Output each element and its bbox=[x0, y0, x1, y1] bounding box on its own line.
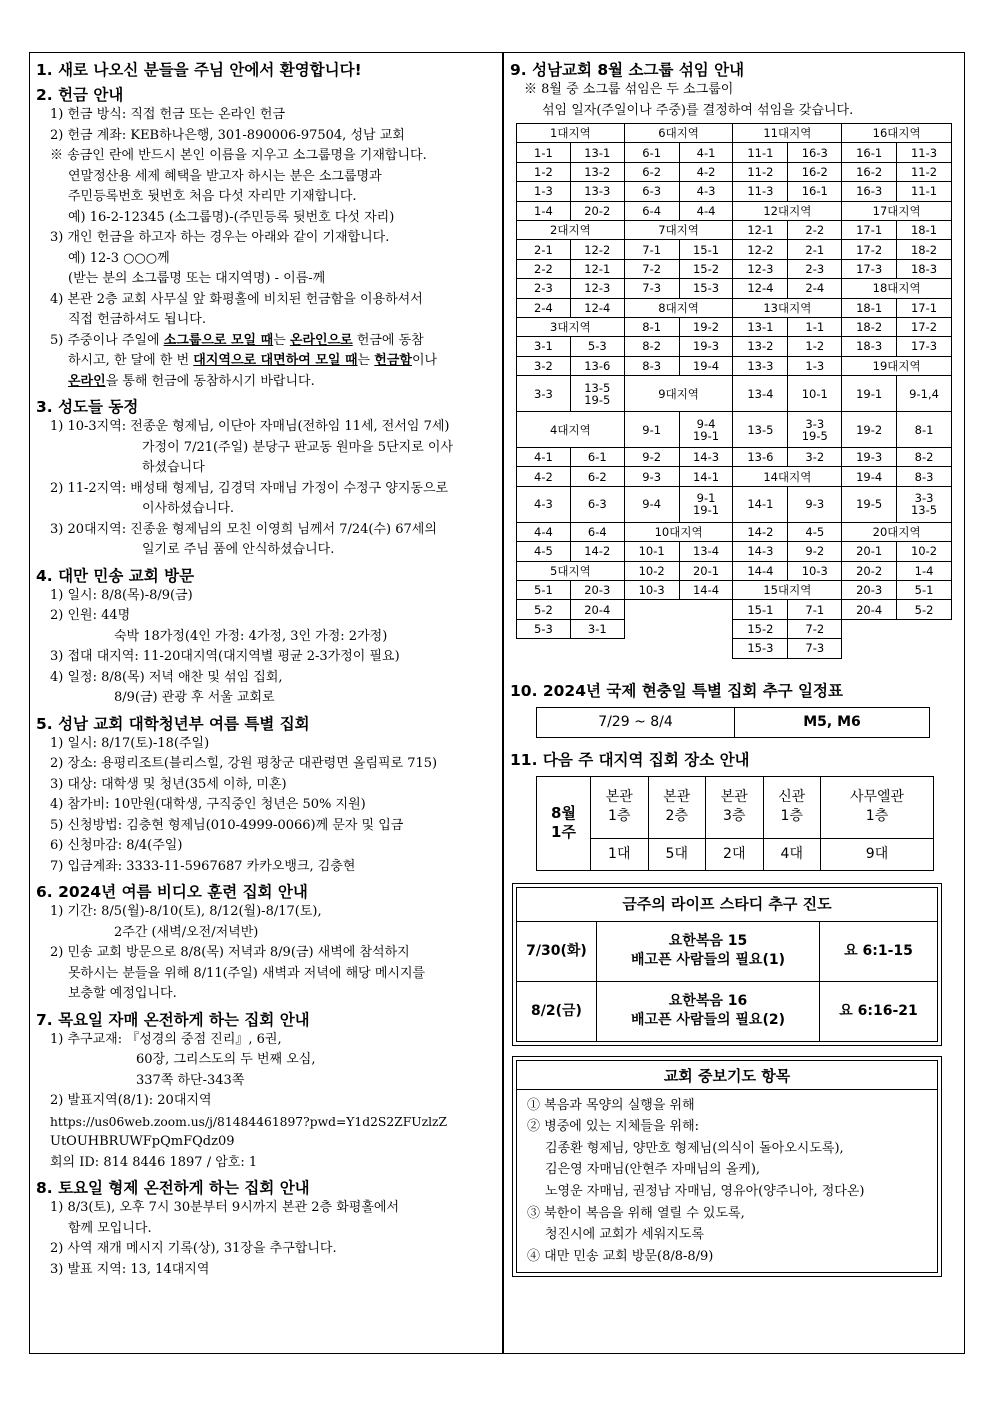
partner-cell: 11-2 bbox=[897, 162, 952, 181]
partner-cell: 6-4 bbox=[570, 522, 624, 541]
group-cell: 6-1 bbox=[624, 143, 679, 162]
partner-cell: 9-1,4 bbox=[897, 376, 952, 412]
study-date: 8/2(금) bbox=[517, 981, 597, 1041]
video-line: 못하시는 분들을 위해 8/11(주일) 새벽과 저녁에 해당 메시지를 bbox=[68, 965, 426, 981]
group-cell: 6-3 bbox=[624, 182, 679, 201]
sisters-line: 2) 발표지역(8/1): 20대지역 bbox=[50, 1093, 212, 1108]
sisters-line: 337쪽 하단-343쪽 bbox=[136, 1072, 245, 1088]
group-cell: 14-4 bbox=[733, 561, 788, 580]
district-header: 16대지역 bbox=[842, 124, 952, 143]
place-building: 본관 2층 bbox=[648, 776, 706, 838]
youth-line: 2) 장소: 용평리조트(블리스힐, 강원 평창군 대관령면 올림픽로 715) bbox=[50, 756, 438, 771]
partner-cell: 14-2 bbox=[570, 542, 624, 561]
partner-cell: 17-1 bbox=[897, 298, 952, 317]
partner-cell: 16-1 bbox=[788, 182, 842, 201]
partner-cell: 20-3 bbox=[570, 581, 624, 600]
group-cell: 14-1 bbox=[733, 486, 788, 522]
offering-line-5: 5) 주중이나 주일에 소그룹으로 모일 때는 온라인으로 헌금에 동참 bbox=[50, 332, 424, 348]
life-study-box bbox=[512, 883, 942, 1046]
study-ref: 요 6:16-21 bbox=[820, 981, 938, 1041]
group-cell: 17-3 bbox=[842, 259, 897, 278]
video-line: 2주간 (새벽/오전/저녁반) bbox=[114, 924, 259, 940]
partner-cell: 6-2 bbox=[570, 467, 624, 486]
group-cell: 16-3 bbox=[842, 182, 897, 201]
partner-cell: 11-3 bbox=[897, 143, 952, 162]
empty-cell bbox=[842, 639, 897, 658]
visit-line: 2) 인원: 44명 bbox=[50, 608, 131, 623]
week-label: 8월 1주 bbox=[537, 776, 591, 870]
left-column bbox=[36, 58, 496, 1280]
offering-line: 예) 12-3 ○○○께 bbox=[68, 250, 170, 266]
place-group: 1대 bbox=[591, 838, 649, 870]
right-column bbox=[510, 58, 962, 1277]
group-cell: 2-4 bbox=[517, 298, 571, 317]
group-cell: 19-2 bbox=[842, 412, 897, 448]
group-cell: 20-3 bbox=[842, 581, 897, 600]
district-header: 7대지역 bbox=[624, 220, 733, 239]
group-cell: 19-5 bbox=[842, 486, 897, 522]
video-line: 보충할 예정입니다. bbox=[68, 986, 177, 1001]
section-2-title: 2. 헌금 안내 bbox=[36, 86, 124, 104]
group-cell: 9-1 bbox=[624, 412, 679, 448]
partner-cell: 1-2 bbox=[788, 337, 842, 356]
group-cell: 7-1 bbox=[624, 240, 679, 259]
schedule-messages: M5, M6 bbox=[735, 707, 930, 737]
mixing-note: ※ 8월 중 소그룹 섞임은 두 소그룹이 bbox=[524, 82, 734, 97]
group-cell: 10-1 bbox=[624, 542, 679, 561]
partner-cell: 15-2 bbox=[679, 259, 733, 278]
group-cell: 8-3 bbox=[624, 356, 679, 375]
partner-cell: 10-1 bbox=[788, 376, 842, 412]
group-cell: 13-3 bbox=[733, 356, 788, 375]
district-header: 18대지역 bbox=[842, 279, 952, 298]
district-header: 9대지역 bbox=[624, 376, 733, 412]
group-cell: 2-1 bbox=[517, 240, 571, 259]
group-cell: 10-3 bbox=[624, 581, 679, 600]
partner-cell: 14-1 bbox=[679, 467, 733, 486]
group-cell: 18-2 bbox=[842, 317, 897, 336]
prayer-item: ② 병중에 있는 지체들을 위해: bbox=[527, 1119, 700, 1135]
offering-line: 4) 본관 2층 교회 사무실 앞 화평홀에 비치된 헌금함을 이용하셔서 bbox=[50, 291, 423, 307]
partner-cell: 5-3 bbox=[570, 337, 624, 356]
partner-cell: 12-3 bbox=[570, 279, 624, 298]
zoom-link[interactable]: https://us06web.zoom.us/j/81484461897?pwd=Y1d2S2ZFUzlzZ bbox=[50, 1114, 448, 1129]
partner-cell: 15-3 bbox=[679, 279, 733, 298]
column-divider bbox=[502, 53, 504, 1353]
partner-cell: 2-2 bbox=[788, 220, 842, 239]
group-cell: 3-3 bbox=[517, 376, 571, 412]
group-cell: 15-1 bbox=[733, 600, 788, 619]
group-cell: 11-3 bbox=[733, 182, 788, 201]
zoom-link-cont[interactable]: UtOUHBRUWFpQmFQdz09 bbox=[50, 1134, 235, 1149]
group-cell: 11-2 bbox=[733, 162, 788, 181]
group-cell: 4-5 bbox=[517, 542, 571, 561]
partner-cell: 18-2 bbox=[897, 240, 952, 259]
partner-cell: 9-4 19-1 bbox=[679, 412, 733, 448]
group-cell: 16-1 bbox=[842, 143, 897, 162]
partner-cell: 18-1 bbox=[897, 220, 952, 239]
group-cell: 6-4 bbox=[624, 201, 679, 220]
group-cell: 7-3 bbox=[624, 279, 679, 298]
youth-line: 6) 신청마감: 8/4(주일) bbox=[50, 838, 183, 853]
group-cell: 1-2 bbox=[517, 162, 571, 181]
schedule-period: 7/29 ~ 8/4 bbox=[537, 707, 735, 737]
group-cell: 18-3 bbox=[842, 337, 897, 356]
group-cell: 4-2 bbox=[517, 467, 571, 486]
study-chapter: 요한복음 16 배고픈 사람들의 필요(2) bbox=[597, 981, 820, 1041]
group-cell: 19-1 bbox=[842, 376, 897, 412]
partner-cell: 9-1 19-1 bbox=[679, 486, 733, 522]
partner-cell: 1-4 bbox=[897, 561, 952, 580]
partner-cell: 3-1 bbox=[570, 619, 624, 638]
place-building: 사무엘관 1층 bbox=[821, 776, 934, 838]
partner-cell: 10-2 bbox=[897, 542, 952, 561]
group-cell: 6-2 bbox=[624, 162, 679, 181]
partner-cell: 5-1 bbox=[897, 581, 952, 600]
district-header: 1대지역 bbox=[517, 124, 625, 143]
life-study-title: 금주의 라이프 스타디 추구 진도 bbox=[517, 887, 938, 921]
partner-cell: 4-1 bbox=[679, 143, 733, 162]
partner-cell: 2-3 bbox=[788, 259, 842, 278]
group-cell: 3-1 bbox=[517, 337, 571, 356]
group-cell: 17-1 bbox=[842, 220, 897, 239]
district-header: 8대지역 bbox=[624, 298, 733, 317]
partner-cell: 19-3 bbox=[679, 337, 733, 356]
group-cell: 5-3 bbox=[517, 619, 571, 638]
section-4-title: 4. 대만 민송 교회 방문 bbox=[36, 566, 195, 585]
district-header: 19대지역 bbox=[842, 356, 952, 375]
partner-cell: 20-1 bbox=[679, 561, 733, 580]
partner-cell: 3-3 13-5 bbox=[897, 486, 952, 522]
partner-cell: 18-3 bbox=[897, 259, 952, 278]
offering-line-6: 하시고, 한 달에 한 번 대지역으로 대면하여 모일 때는 헌금함이나 bbox=[68, 353, 438, 368]
video-line: 2) 민송 교회 방문으로 8/8(목) 저녁과 8/9(금) 새벽에 참석하지 bbox=[50, 945, 410, 960]
group-cell: 18-1 bbox=[842, 298, 897, 317]
youth-line: 1) 일시: 8/17(토)-18(주일) bbox=[50, 735, 210, 751]
news-line: 일기로 주님 품에 안식하셨습니다. bbox=[142, 542, 335, 557]
offering-line: 2) 헌금 계좌: KEB하나은행, 301-890006-97504, 성남 교회 bbox=[50, 127, 405, 143]
group-cell: 12-2 bbox=[733, 240, 788, 259]
group-cell: 4-3 bbox=[517, 486, 571, 522]
group-cell: 20-4 bbox=[842, 600, 897, 619]
partner-cell: 8-3 bbox=[897, 467, 952, 486]
partner-cell: 13-2 bbox=[570, 162, 624, 181]
bulletin-page bbox=[29, 52, 965, 1354]
news-line: 2) 11-2지역: 배성태 형제님, 김경덕 자매님 가정이 수정구 양지동으로 bbox=[50, 480, 449, 496]
offering-line: 직접 헌금하셔도 됩니다. bbox=[68, 312, 206, 327]
district-header: 12대지역 bbox=[733, 201, 842, 220]
group-cell: 12-3 bbox=[733, 259, 788, 278]
partner-cell: 3-3 19-5 bbox=[788, 412, 842, 448]
partner-cell: 13-3 bbox=[570, 182, 624, 201]
partner-cell: 16-3 bbox=[788, 143, 842, 162]
group-cell: 5-2 bbox=[517, 600, 571, 619]
group-cell: 14-2 bbox=[733, 522, 788, 541]
group-cell: 20-2 bbox=[842, 561, 897, 580]
partner-cell: 1-3 bbox=[788, 356, 842, 375]
youth-line: 7) 입금계좌: 3333-11-5967687 카카오뱅크, 김충현 bbox=[50, 858, 356, 874]
prayer-item: ③ 북한이 복음을 위해 열릴 수 있도록, bbox=[527, 1205, 745, 1221]
study-chapter: 요한복음 15 배고픈 사람들의 필요(1) bbox=[597, 921, 820, 981]
partner-cell: 12-2 bbox=[570, 240, 624, 259]
district-header: 13대지역 bbox=[733, 298, 842, 317]
section-7-title: 7. 목요일 자매 온전하게 하는 집회 안내 bbox=[36, 1010, 310, 1029]
partner-cell: 6-3 bbox=[570, 486, 624, 522]
partner-cell: 5-2 bbox=[897, 600, 952, 619]
offering-line: 예) 16-2-12345 (소그룹명)-(주민등록 뒷번호 다섯 자리) bbox=[68, 209, 395, 225]
section-10-title: 10. 2024년 국제 현충일 특별 집회 추구 일정표 bbox=[510, 681, 843, 700]
group-cell: 1-4 bbox=[517, 201, 571, 220]
partner-cell: 8-1 bbox=[897, 412, 952, 448]
prayer-item: 김종환 형제님, 양만호 형제님(의식이 돌아오시도록), bbox=[545, 1140, 844, 1156]
empty-cell bbox=[842, 619, 897, 638]
prayer-list bbox=[516, 1090, 938, 1274]
partner-cell: 8-2 bbox=[897, 448, 952, 467]
partner-cell: 9-2 bbox=[788, 542, 842, 561]
place-building: 본관 3층 bbox=[706, 776, 764, 838]
partner-cell: 19-2 bbox=[679, 317, 733, 336]
brothers-line: 3) 발표 지역: 13, 14대지역 bbox=[50, 1261, 210, 1277]
mixing-note: 섞임 일자(주일이나 주중)를 결정하여 섞임을 갖습니다. bbox=[542, 102, 854, 118]
empty-cell bbox=[897, 619, 952, 638]
section-5-title: 5. 성남 교회 대학청년부 여름 특별 집회 bbox=[36, 714, 310, 733]
group-cell: 1-1 bbox=[517, 143, 571, 162]
meeting-id: 회의 ID: 814 8446 1897 / 암호: 1 bbox=[50, 1154, 258, 1170]
partner-cell: 2-1 bbox=[788, 240, 842, 259]
partner-cell: 15-1 bbox=[679, 240, 733, 259]
group-cell: 1-3 bbox=[517, 182, 571, 201]
visit-line: 1) 일시: 8/8(목)-8/9(금) bbox=[50, 587, 193, 603]
section-11-title: 11. 다음 주 대지역 집회 장소 안내 bbox=[510, 750, 750, 769]
youth-line: 3) 대상: 대학생 및 청년(35세 이하, 미혼) bbox=[50, 776, 287, 792]
empty-cell bbox=[517, 639, 571, 658]
partner-cell: 6-1 bbox=[570, 448, 624, 467]
group-cell: 16-2 bbox=[842, 162, 897, 181]
group-cell: 15-3 bbox=[733, 639, 788, 658]
group-cell: 12-4 bbox=[733, 279, 788, 298]
life-study-table bbox=[516, 887, 938, 1042]
district-header: 10대지역 bbox=[624, 522, 733, 541]
offering-line: 3) 개인 헌금을 하고자 하는 경우는 아래와 같이 기재합니다. bbox=[50, 230, 390, 245]
youth-line: 5) 신청방법: 김충현 형제님(010-4999-0066)께 문자 및 입금 bbox=[50, 817, 404, 833]
group-cell: 11-1 bbox=[733, 143, 788, 162]
video-line: 1) 기간: 8/5(월)-8/10(토), 8/12(월)-8/17(토), bbox=[50, 904, 322, 919]
partner-cell: 1-1 bbox=[788, 317, 842, 336]
group-cell: 3-2 bbox=[517, 356, 571, 375]
empty-cell bbox=[897, 639, 952, 658]
group-cell: 13-4 bbox=[733, 376, 788, 412]
group-cell: 7-2 bbox=[624, 259, 679, 278]
offering-line: (받는 분의 소그룹명 또는 대지역명) - 이름-께 bbox=[68, 271, 326, 286]
district-header: 15대지역 bbox=[733, 581, 842, 600]
prayer-item: ④ 대만 민송 교회 방문(8/8-8/9) bbox=[527, 1248, 714, 1264]
partner-cell: 13-5 19-5 bbox=[570, 376, 624, 412]
partner-cell: 9-3 bbox=[788, 486, 842, 522]
offering-line: ※ 송금인 란에 반드시 본인 이름을 지우고 소그룹명을 기재합니다. bbox=[50, 148, 427, 163]
partner-cell: 17-3 bbox=[897, 337, 952, 356]
partner-cell: 14-4 bbox=[679, 581, 733, 600]
memorial-schedule-table bbox=[536, 707, 930, 738]
partner-cell: 4-2 bbox=[679, 162, 733, 181]
news-line: 이사하셨습니다. bbox=[142, 501, 235, 516]
sisters-line: 1) 추구교재: 『성경의 중점 진리』, 6권, bbox=[50, 1031, 282, 1047]
visit-line: 4) 일정: 8/8(목) 저녁 애찬 및 섞임 집회, bbox=[50, 669, 283, 685]
news-line: 하셨습니다 bbox=[142, 460, 205, 475]
partner-cell: 19-4 bbox=[679, 356, 733, 375]
partner-cell: 10-3 bbox=[788, 561, 842, 580]
group-cell: 20-1 bbox=[842, 542, 897, 561]
place-building: 본관 1층 bbox=[591, 776, 649, 838]
place-group: 4대 bbox=[763, 838, 821, 870]
group-cell: 2-2 bbox=[517, 259, 571, 278]
partner-cell: 16-2 bbox=[788, 162, 842, 181]
district-header: 2대지역 bbox=[517, 220, 625, 239]
prayer-item: 노영운 자매님, 권정남 자매님, 영유아(양주니아, 정다온) bbox=[545, 1183, 865, 1199]
news-line: 가정이 7/21(주일) 분당구 판교동 원마을 5단지로 이사 bbox=[142, 439, 454, 455]
prayer-title: 교회 중보기도 항목 bbox=[516, 1060, 938, 1090]
partner-cell: 13-4 bbox=[679, 542, 733, 561]
partner-cell: 20-2 bbox=[570, 201, 624, 220]
partner-cell: 17-2 bbox=[897, 317, 952, 336]
news-line: 1) 10-3지역: 전종운 형제님, 이단아 자매님(전하임 11세, 전서임 7세) bbox=[50, 419, 450, 434]
sisters-line: 60장, 그리스도의 두 번째 오심, bbox=[136, 1052, 316, 1067]
group-cell: 4-1 bbox=[517, 448, 571, 467]
news-line: 3) 20대지역: 진종윤 형제님의 모친 이영희 님께서 7/24(수) 67세의 bbox=[50, 521, 437, 537]
offering-line: 1) 헌금 방식: 직접 헌금 또는 온라인 헌금 bbox=[50, 107, 286, 122]
offering-line-7: 온라인을 통해 헌금에 동참하시기 바랍니다. bbox=[68, 373, 315, 389]
district-header: 11대지역 bbox=[733, 124, 842, 143]
group-cell: 13-2 bbox=[733, 337, 788, 356]
prayer-item: 김은영 자매님(안현주 자매님의 올케), bbox=[545, 1162, 761, 1178]
section-8-title: 8. 토요일 형제 온전하게 하는 집회 안내 bbox=[36, 1179, 310, 1197]
partner-cell: 13-6 bbox=[570, 356, 624, 375]
group-cell: 14-3 bbox=[733, 542, 788, 561]
place-group: 2대 bbox=[706, 838, 764, 870]
group-cell: 13-6 bbox=[733, 448, 788, 467]
empty-cell bbox=[570, 639, 624, 658]
group-cell: 2-3 bbox=[517, 279, 571, 298]
group-cell: 8-1 bbox=[624, 317, 679, 336]
partner-cell: 14-3 bbox=[679, 448, 733, 467]
district-header: 20대지역 bbox=[842, 522, 952, 541]
visit-line: 3) 접대 대지역: 11-20대지역(대지역별 평균 2-3가정이 필요) bbox=[50, 649, 400, 664]
empty-cell bbox=[624, 600, 679, 619]
partner-cell: 4-5 bbox=[788, 522, 842, 541]
partner-cell: 7-3 bbox=[788, 639, 842, 658]
visit-line: 8/9(금) 관광 후 서울 교회로 bbox=[114, 690, 275, 705]
offering-line: 연말정산용 세제 혜택을 받고자 하시는 분은 소그룹명과 bbox=[68, 168, 382, 184]
prayer-item: ① 복음과 목양의 실행을 위해 bbox=[527, 1097, 695, 1113]
prayer-box bbox=[512, 1056, 942, 1278]
empty-cell bbox=[679, 639, 733, 658]
group-cell: 13-1 bbox=[733, 317, 788, 336]
section-9-title: 9. 성남교회 8월 소그룹 섞임 안내 bbox=[510, 61, 745, 79]
partner-cell: 7-2 bbox=[788, 619, 842, 638]
section-1-title: 1. 새로 나오신 분들을 주님 안에서 환영합니다! bbox=[36, 61, 362, 79]
place-group: 5대 bbox=[648, 838, 706, 870]
place-building: 신관 1층 bbox=[763, 776, 821, 838]
partner-cell: 12-4 bbox=[570, 298, 624, 317]
partner-cell: 13-1 bbox=[570, 143, 624, 162]
small-group-mixing-table bbox=[516, 123, 952, 659]
group-cell: 12-1 bbox=[733, 220, 788, 239]
partner-cell: 2-4 bbox=[788, 279, 842, 298]
section-3-title: 3. 성도들 동정 bbox=[36, 398, 139, 416]
group-cell: 8-2 bbox=[624, 337, 679, 356]
partner-cell: 12-1 bbox=[570, 259, 624, 278]
study-date: 7/30(화) bbox=[517, 921, 597, 981]
brothers-line: 1) 8/3(토), 오후 7시 30분부터 9시까지 본관 2층 화평홀에서 bbox=[50, 1200, 399, 1215]
group-cell: 19-3 bbox=[842, 448, 897, 467]
district-header: 3대지역 bbox=[517, 317, 625, 336]
group-cell: 19-4 bbox=[842, 467, 897, 486]
brothers-line: 2) 사역 재개 메시지 기록(상), 31장을 추구합니다. bbox=[50, 1241, 337, 1256]
study-ref: 요 6:1-15 bbox=[820, 921, 938, 981]
brothers-line: 함께 모입니다. bbox=[68, 1220, 152, 1236]
offering-line: 주민등록번호 뒷번호 처음 다섯 자리만 기재합니다. bbox=[68, 189, 357, 204]
empty-cell bbox=[624, 639, 679, 658]
section-6-title: 6. 2024년 여름 비디오 훈련 집회 안내 bbox=[36, 883, 308, 901]
group-cell: 9-4 bbox=[624, 486, 679, 522]
prayer-item: 청진시에 교회가 세워지도록 bbox=[545, 1227, 704, 1243]
partner-cell: 7-1 bbox=[788, 600, 842, 619]
place-group: 9대 bbox=[821, 838, 934, 870]
empty-cell bbox=[679, 619, 733, 638]
group-cell: 13-5 bbox=[733, 412, 788, 448]
partner-cell: 3-2 bbox=[788, 448, 842, 467]
group-cell: 15-2 bbox=[733, 619, 788, 638]
visit-line: 숙박 18가정(4인 가정: 4가정, 3인 가정: 2가정) bbox=[114, 628, 388, 644]
partner-cell: 4-3 bbox=[679, 182, 733, 201]
group-cell: 9-2 bbox=[624, 448, 679, 467]
district-header: 6대지역 bbox=[624, 124, 733, 143]
group-cell: 5-1 bbox=[517, 581, 571, 600]
empty-cell bbox=[624, 619, 679, 638]
district-header: 14대지역 bbox=[733, 467, 842, 486]
group-cell: 10-2 bbox=[624, 561, 679, 580]
empty-cell bbox=[679, 600, 733, 619]
group-cell: 17-2 bbox=[842, 240, 897, 259]
district-header: 4대지역 bbox=[517, 412, 625, 448]
group-cell: 9-3 bbox=[624, 467, 679, 486]
partner-cell: 11-1 bbox=[897, 182, 952, 201]
district-header: 5대지역 bbox=[517, 561, 625, 580]
partner-cell: 4-4 bbox=[679, 201, 733, 220]
group-cell: 4-4 bbox=[517, 522, 571, 541]
youth-line: 4) 참가비: 10만원(대학생, 구직중인 청년은 50% 지원) bbox=[50, 797, 366, 812]
partner-cell: 20-4 bbox=[570, 600, 624, 619]
district-header: 17대지역 bbox=[842, 201, 952, 220]
meeting-place-table bbox=[536, 776, 934, 871]
